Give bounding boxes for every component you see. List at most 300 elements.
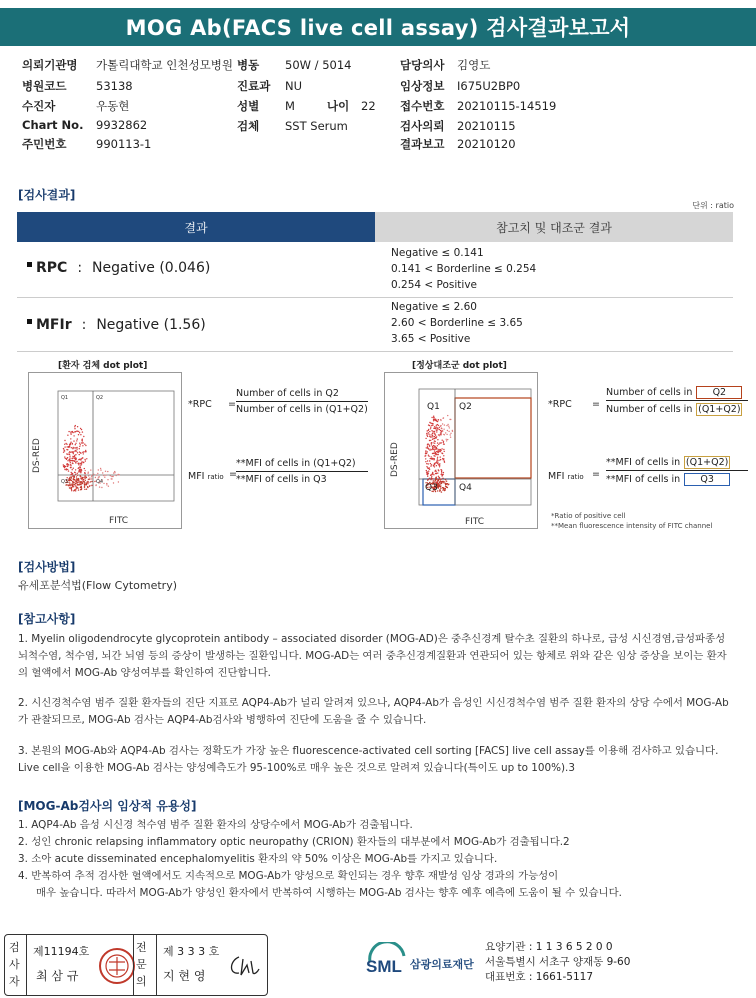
plot-dot	[440, 419, 441, 420]
plot-dot	[69, 484, 70, 485]
plot-dot	[82, 482, 83, 483]
plot-dot	[439, 481, 440, 482]
plot-dot	[105, 471, 106, 472]
plot-dot	[70, 479, 71, 480]
plot-dot	[86, 458, 87, 459]
plot-dot	[431, 443, 432, 444]
plot-dot	[448, 431, 449, 432]
plot-dot	[425, 438, 426, 439]
plot-dot	[434, 449, 435, 450]
plot-dot	[438, 419, 439, 420]
plot-dot	[85, 480, 86, 481]
plot-dot	[434, 426, 435, 427]
plot-dot	[435, 452, 436, 453]
plot-dot	[446, 439, 447, 440]
plot-dot	[434, 436, 435, 437]
plot-dot	[79, 443, 80, 444]
plot-dot	[73, 476, 74, 477]
plot-dot	[63, 452, 64, 453]
plot-dot	[80, 444, 81, 445]
plot-dot	[448, 484, 449, 485]
plot-dot	[435, 480, 436, 481]
plot-dot	[429, 460, 430, 461]
plot-dot	[71, 460, 72, 461]
unit-label: 단위 : ratio	[692, 201, 734, 210]
mfi-formula: **MFI of cells in (Q1+Q2) **MFI of cells in Q3	[236, 458, 368, 485]
plot-dot	[427, 467, 428, 468]
plot-dot	[74, 472, 75, 473]
ctrl-mfi-formula: **MFI of cells in (Q1+Q2) **MFI of cells in Q3	[606, 456, 748, 486]
plot-dot	[114, 471, 115, 472]
plot-dot	[95, 485, 96, 486]
control-dot-plot	[384, 372, 538, 529]
plot-dot	[64, 444, 65, 445]
plot-dot	[77, 484, 78, 485]
plot-dot	[446, 434, 447, 435]
plot-dot	[445, 488, 446, 489]
plot-dot	[84, 459, 85, 460]
result-row-mfir: MFIr : Negative (1.56) Negative ≤ 2.60 2.60 < Borderline ≤ 3.65 3.65 < Positive	[17, 298, 733, 352]
plot-dot	[78, 471, 79, 472]
plot-dot	[433, 428, 434, 429]
plot-dot	[79, 454, 80, 455]
info-receipt-no: 접수번호 20210115-14519	[400, 99, 557, 113]
plot-dot	[429, 445, 430, 446]
plot-dot	[439, 466, 440, 467]
plot-dot	[73, 468, 74, 469]
plot-dot	[433, 431, 434, 432]
plot-dot	[79, 470, 80, 471]
plot-dot	[447, 424, 448, 425]
q3-box: Q3	[684, 473, 730, 486]
method-text: 유세포분석법(Flow Cytometry)	[18, 579, 178, 592]
plot-dot	[440, 425, 441, 426]
plot-dot	[63, 448, 64, 449]
plot-dot	[433, 474, 434, 475]
plot-dot	[66, 449, 67, 450]
plot-dot	[85, 470, 86, 471]
tester-label: 검사자	[9, 941, 20, 988]
plot-dot	[442, 430, 443, 431]
plot-dot	[447, 415, 448, 416]
plot-dot	[438, 476, 439, 477]
plot-dot	[100, 469, 101, 470]
plot-dot	[79, 432, 80, 433]
ref-line: Negative ≤ 0.141	[391, 247, 484, 259]
plot-dot	[86, 482, 87, 483]
plot-dot	[78, 431, 79, 432]
plot-dot	[69, 456, 70, 457]
plot-dot	[75, 443, 76, 444]
plot-dot	[91, 475, 92, 476]
plot-dot	[75, 483, 76, 484]
plot-dot	[65, 458, 66, 459]
plot-dot	[88, 479, 89, 480]
plot-dot	[74, 455, 75, 456]
info-clinical: 임상정보 I675U2BP0	[400, 79, 521, 93]
plot-dot	[76, 481, 77, 482]
plot-dot	[427, 460, 428, 461]
plot-dot	[102, 472, 103, 473]
q2-label: Q2	[459, 402, 472, 412]
plot-dot	[440, 430, 441, 431]
reference-heading: [참고사항]	[18, 612, 76, 626]
plot-dot	[441, 470, 442, 471]
plot-dot	[438, 444, 439, 445]
plot-dot	[442, 418, 443, 419]
list-item: 4. 반복하여 추적 검사한 혈액에서도 지속적으로 MOG-Ab가 양성으로 확인되는 경우 향후 재발성 임상 경과의 가능성이	[18, 870, 559, 882]
plot-dot	[433, 438, 434, 439]
plot-dot	[427, 451, 428, 452]
plot-dot	[71, 484, 72, 485]
plot-dot	[77, 426, 78, 427]
plot-dot	[440, 451, 441, 452]
plot-dot	[73, 447, 74, 448]
plot-dot	[97, 473, 98, 474]
plot-dot	[441, 452, 442, 453]
plot-dot	[434, 466, 435, 467]
plot-dot	[76, 476, 77, 477]
plot-dot	[81, 439, 82, 440]
info-doctor: 담당의사 김영도	[400, 58, 491, 72]
plot-dot	[84, 468, 85, 469]
plot-dot	[442, 423, 443, 424]
eq-sign: =	[228, 399, 236, 410]
plot-dot	[78, 468, 79, 469]
plot-dot	[431, 436, 432, 437]
plot-dot	[441, 474, 442, 475]
plot-dot	[91, 476, 92, 477]
plot-dot	[429, 431, 430, 432]
plot-dot	[67, 466, 68, 467]
ref-line: 0.141 < Borderline ≤ 0.254	[391, 263, 537, 275]
plot-dot	[434, 431, 435, 432]
plot-dot	[114, 472, 115, 473]
bullet-icon	[27, 262, 32, 267]
plot-dot	[64, 456, 65, 457]
seal-icon	[97, 945, 137, 987]
tester-license: 제11194호	[33, 945, 90, 958]
ctrl-rpc-formula: Number of cells in Q2 Number of cells in (Q1+Q2)	[606, 386, 748, 416]
plot-dot	[435, 477, 436, 478]
plot-dot	[76, 461, 77, 462]
plot-dot	[67, 460, 68, 461]
plot-dot	[71, 477, 72, 478]
plot-dot	[84, 444, 85, 445]
plot-dot	[75, 444, 76, 445]
plot-dot	[113, 482, 114, 483]
plot-dot	[439, 429, 440, 430]
plot-dot	[71, 487, 72, 488]
patient-dot-plot	[28, 372, 182, 529]
plot-dot	[429, 478, 430, 479]
plot-dot	[431, 464, 432, 465]
plot-dot	[110, 475, 111, 476]
plot-dot	[443, 455, 444, 456]
q1q2-box: (Q1+Q2)	[698, 404, 741, 415]
plot-dot	[433, 453, 434, 454]
plot-dot	[426, 463, 427, 464]
plot-dot	[80, 472, 81, 473]
q4-label: Q4	[96, 479, 104, 485]
plot-dot	[427, 480, 428, 481]
info-specimen: 검체 SST Serum	[237, 119, 348, 133]
plot-dot	[91, 485, 92, 486]
header-reference: 참고치 및 대조군 결과	[375, 212, 733, 242]
plot-dot	[76, 450, 77, 451]
plot-dot	[438, 449, 439, 450]
plot-dot	[76, 440, 77, 441]
plot-dot	[82, 431, 83, 432]
plot-dot	[428, 434, 429, 435]
plot-dot	[76, 448, 77, 449]
patient-scatter	[29, 373, 181, 528]
plot-dot	[68, 480, 69, 481]
plot-dot	[84, 481, 85, 482]
plot-dot	[75, 469, 76, 470]
plot-dot	[82, 442, 83, 443]
plot-dot	[85, 451, 86, 452]
results-header	[17, 212, 733, 242]
plot-dot	[431, 476, 432, 477]
plot-dot	[98, 469, 99, 470]
plot-dot	[80, 486, 81, 487]
plot-dot	[72, 476, 73, 477]
org-name: 삼광의료재단	[410, 958, 474, 971]
y-axis-label: DS-RED	[32, 438, 42, 473]
org-info	[485, 940, 630, 985]
plot-dot	[72, 473, 73, 474]
plot-dot	[436, 462, 437, 463]
plot-dot	[95, 477, 96, 478]
plot-dot	[68, 470, 69, 471]
plot-dot	[70, 464, 71, 465]
plot-dot	[443, 441, 444, 442]
plot-dot	[81, 470, 82, 471]
plot-dot	[84, 483, 85, 484]
plot-dot	[444, 460, 445, 461]
plot-dot	[80, 487, 81, 488]
result-row-rpc: RPC : Negative (0.046) Negative ≤ 0.141 0.141 < Borderline ≤ 0.254 0.254 < Positive	[17, 242, 733, 298]
footer	[0, 932, 756, 998]
plot-dot	[439, 490, 440, 491]
plot-dot	[430, 458, 431, 459]
plot-dot	[68, 464, 69, 465]
plot-dot	[443, 449, 444, 450]
plot-dot	[445, 479, 446, 480]
info-resident-no: 주민번호 990113-1	[22, 137, 152, 151]
plot-dot	[99, 486, 100, 487]
plot-dot	[64, 465, 65, 466]
info-report-date: 결과보고 20210120	[400, 137, 516, 151]
info-request-date: 검사의뢰 20210115	[400, 119, 516, 133]
plot-dot	[441, 442, 442, 443]
plot-dot	[76, 431, 77, 432]
plot-dot	[446, 440, 447, 441]
plot-dot	[73, 486, 74, 487]
plot-dot	[437, 462, 438, 463]
plot-dot	[65, 443, 66, 444]
plot-dot	[72, 443, 73, 444]
reference-p1: 1. Myelin oligodendrocyte glycoprotein antibody – associated disorder (MOG-AD)은 중추신경계 탈수초 질환의 하나로, 급성 시신경염,급성파종성 뇌척수염, 척수염, 뇌간 뇌염 등의 증상이 발생하는 질환입니다. MOG-AD는 여러 중추신경계질환과 연관되어 있는 항체로 위와 같은 임상 증상을 보이는 환자의 혈액에서 MOG-Ab 양성여부를 확인하여 진단합니다.	[18, 633, 727, 679]
header-result: 결과	[17, 212, 375, 242]
doctor-label: 전문의	[136, 941, 147, 988]
plot-dot	[85, 476, 86, 477]
plot-dot	[107, 471, 108, 472]
plot-dot	[90, 469, 91, 470]
plot-dot	[116, 475, 117, 476]
plot-dot	[83, 436, 84, 437]
info-department: 진료과 NU	[237, 79, 303, 93]
plot-dot	[75, 425, 76, 426]
plot-dot	[427, 446, 428, 447]
plot-dot	[70, 442, 71, 443]
plot-dot	[75, 447, 76, 448]
plot-dot	[74, 426, 75, 427]
plot-dot	[436, 431, 437, 432]
plot-dot	[440, 486, 441, 487]
plot-dot	[426, 447, 427, 448]
plot-dot	[88, 475, 89, 476]
plot-dot	[88, 482, 89, 483]
plot-dot	[436, 465, 437, 466]
plot-dot	[101, 487, 102, 488]
plot-dot	[442, 478, 443, 479]
plot-dot	[442, 487, 443, 488]
plot-dot	[434, 443, 435, 444]
plot-dot	[76, 447, 77, 448]
doctor-license: 제 3 3 3 호	[163, 945, 220, 958]
plot-dot	[437, 421, 438, 422]
plot-dot	[71, 490, 72, 491]
plot-dot	[450, 433, 451, 434]
plot-dot	[426, 470, 427, 471]
plot-dot	[68, 459, 69, 460]
plot-dot	[431, 456, 432, 457]
q2-box: Q2	[696, 386, 742, 399]
plot-dot	[429, 469, 430, 470]
info-patient-name: 수진자 우동현	[22, 99, 130, 113]
plot-dot	[78, 480, 79, 481]
list-item: 3. 소아 acute disseminated encephalomyelitis 환자의 약 50% 이상은 MOG-Ab를 가지고 있습니다.	[18, 853, 498, 865]
plot-dot	[72, 483, 73, 484]
plot-dot	[74, 479, 75, 480]
plot-dot	[430, 465, 431, 466]
plot-dot	[69, 451, 70, 452]
plot-dot	[441, 432, 442, 433]
plot-dot	[105, 475, 106, 476]
plot-dot	[430, 440, 431, 441]
plot-dot	[75, 485, 76, 486]
plot-dot	[85, 445, 86, 446]
plot-dot	[82, 477, 83, 478]
plot-dot	[70, 474, 71, 475]
plot-dot	[77, 473, 78, 474]
plot-dot	[79, 463, 80, 464]
plot-dot	[430, 434, 431, 435]
plot-dot	[450, 434, 451, 435]
plot-dot	[72, 484, 73, 485]
tester-name: 최 삼 규	[36, 969, 79, 983]
ref-line: 0.254 < Positive	[391, 279, 478, 291]
plot-dot	[81, 442, 82, 443]
plot-dot	[426, 466, 427, 467]
org-code: 요양기관 : 1 1 3 6 5 2 0 0	[485, 941, 613, 953]
plot-dot	[72, 485, 73, 486]
plot-dot	[77, 475, 78, 476]
sml-logo-icon	[364, 942, 410, 982]
plot-dot	[99, 476, 100, 477]
plot-dot	[434, 455, 435, 456]
q3-label: Q3	[425, 483, 438, 493]
plot-dot	[65, 466, 66, 467]
plot-dot	[448, 426, 449, 427]
plot-dot	[432, 442, 433, 443]
plot-dot	[68, 431, 69, 432]
plot-dot	[432, 478, 433, 479]
results-table	[17, 212, 733, 345]
plot-dot	[435, 446, 436, 447]
plot-dot	[432, 436, 433, 437]
q4-label: Q4	[459, 483, 472, 493]
plot-dot	[96, 474, 97, 475]
plot-dot	[103, 483, 104, 484]
plot-dot	[76, 478, 77, 479]
plot-dot	[429, 422, 430, 423]
doctor-name: 지 현 영	[163, 969, 206, 983]
plot-dot	[79, 446, 80, 447]
plot-dot	[67, 435, 68, 436]
plot-dot	[440, 449, 441, 450]
plot-dot	[443, 488, 444, 489]
plot-dot	[439, 427, 440, 428]
plot-dot	[70, 432, 71, 433]
eq-sign: =	[229, 469, 237, 480]
plot-dot	[89, 486, 90, 487]
plot-dot	[72, 460, 73, 461]
plot-dot	[78, 478, 79, 479]
plot-dot	[74, 428, 75, 429]
plot-dot	[428, 430, 429, 431]
plot-dot	[447, 483, 448, 484]
plot-dot	[106, 483, 107, 484]
plot-dot	[80, 428, 81, 429]
plot-dot	[443, 429, 444, 430]
info-institution: 의뢰기관명 가톨릭대학교 인천성모병원	[22, 58, 233, 72]
x-axis-label: FITC	[465, 517, 485, 527]
plot-dot	[89, 477, 90, 478]
plot-dot	[64, 467, 65, 468]
plot-dot	[106, 484, 107, 485]
plot-dot	[428, 463, 429, 464]
plot-dot	[435, 419, 436, 420]
mfi-label: MFI ratio	[548, 471, 584, 482]
q3-label: Q3	[61, 479, 69, 485]
plot-dot	[83, 453, 84, 454]
plot-dot	[433, 459, 434, 460]
info-sex: 성별 M 나이 22	[237, 99, 376, 113]
plot-dot	[436, 425, 437, 426]
result-value: Negative (0.046)	[92, 260, 211, 276]
plot-dot	[75, 454, 76, 455]
plot-dot	[427, 474, 428, 475]
plot-dot	[84, 487, 85, 488]
q1-label: Q1	[61, 395, 69, 401]
plot-dot	[69, 454, 70, 455]
clinical-list	[18, 817, 734, 902]
plot-dot	[100, 468, 101, 469]
method-heading: [검사방법]	[18, 560, 76, 574]
